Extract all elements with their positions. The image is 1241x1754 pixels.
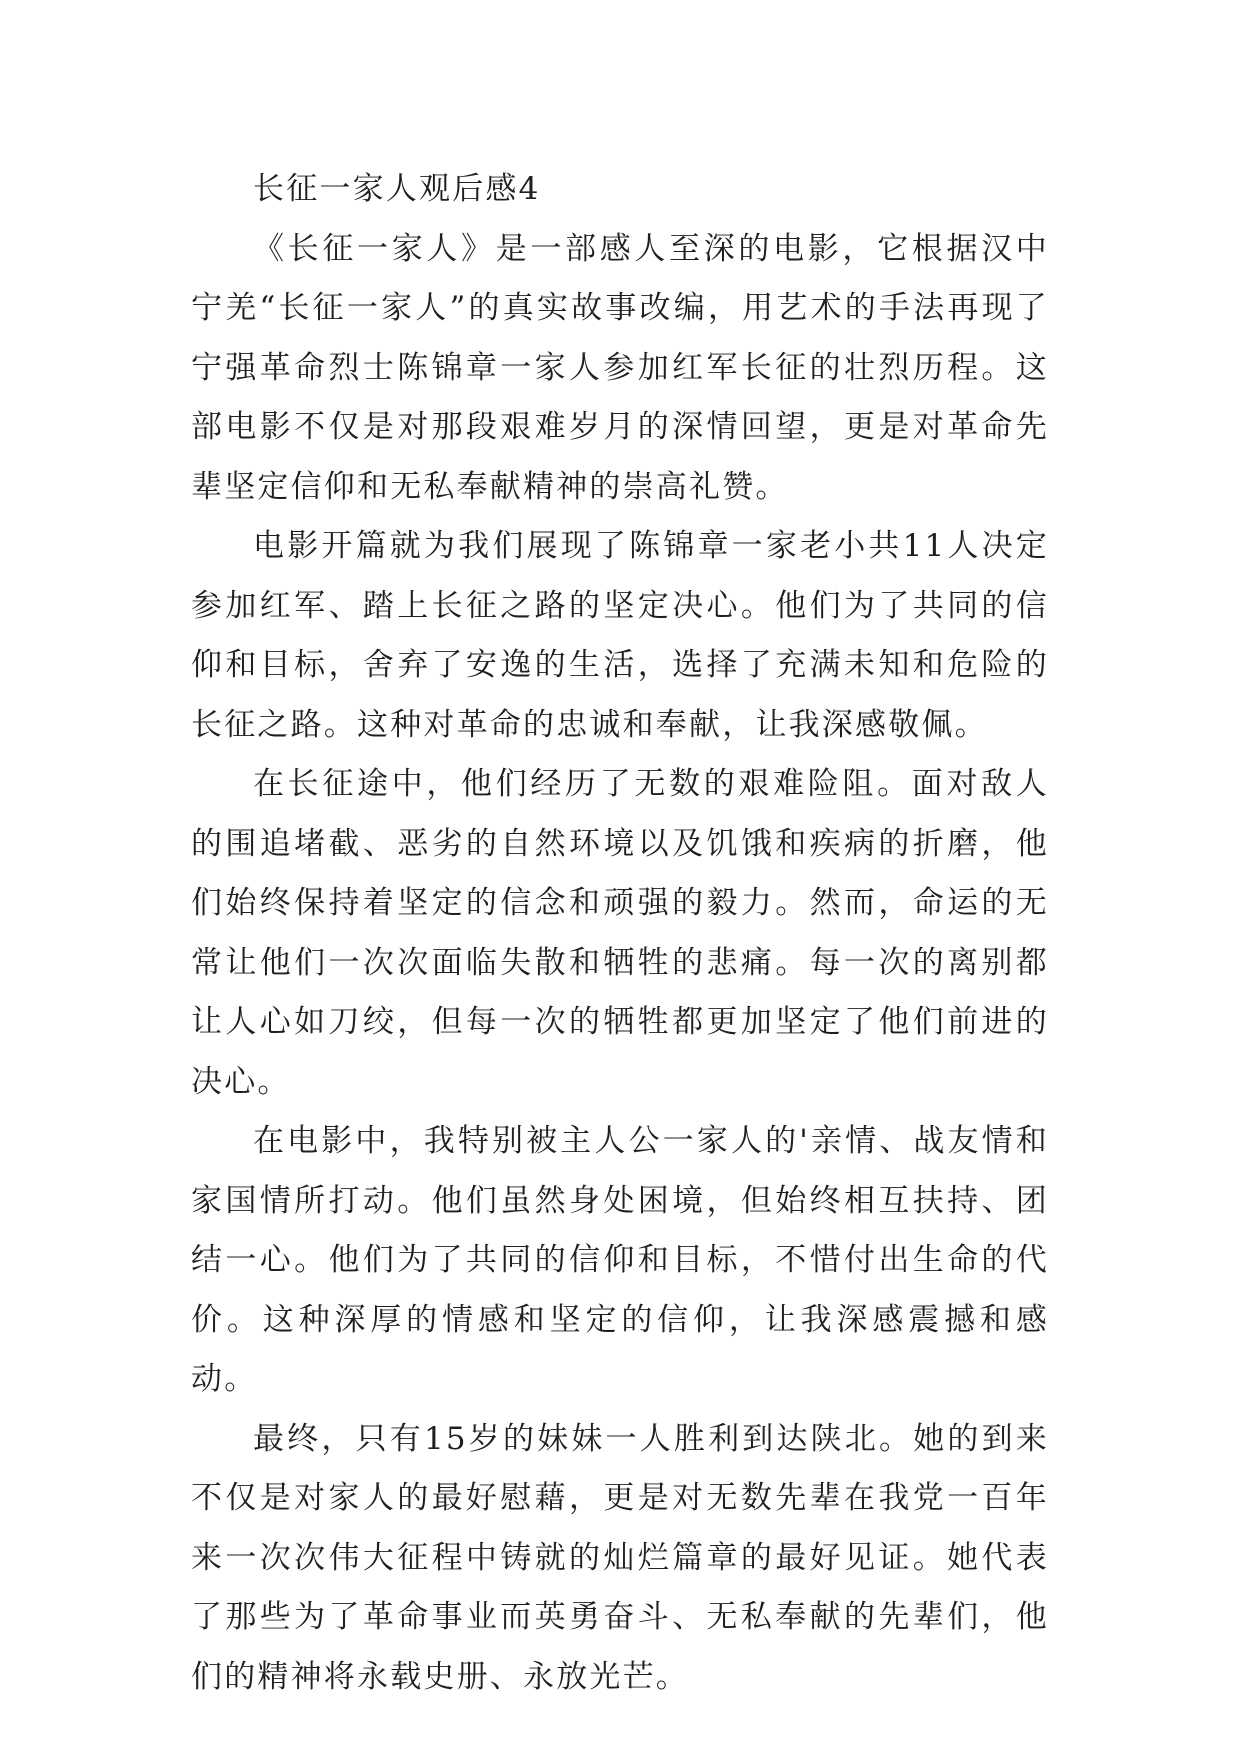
paragraph-5: 最终，只有15岁的妹妹一人胜利到达陕北。她的到来不仅是对家人的最好慰藉，更是对无数先辈在我党一百年来一次次伟大征程中铸就的灿烂篇章的最好见证。她代表了那些为了革命事业而英勇奋斗、无私奉献的先辈们，他们的精神将永载史册、永放光芒。 bbox=[191, 1420, 1049, 1695]
document-title: 长征一家人观后感4 bbox=[253, 171, 541, 207]
paragraph-2: 电影开篇就为我们展现了陈锦章一家老小共11人决定参加红军、踏上长征之路的坚定决心。他们为了共同的信仰和目标，舍弃了安逸的生活，选择了充满未知和危险的长征之路。这种对革命的忠诚和奉献，让我深感敬佩。 bbox=[191, 528, 1049, 743]
paragraph-1: 《长征一家人》是一部感人至深的电影，它根据汉中宁羌“长征一家人”的真实故事改编，用艺术的手法再现了宁强革命烈士陈锦章一家人参加红军长征的壮烈历程。这部电影不仅是对那段艰难岁月的深情回望，更是对革命先辈坚定信仰和无私奉献精神的崇高礼赞。 bbox=[191, 230, 1049, 505]
document-body bbox=[191, 160, 1049, 1707]
paragraph-3: 在长征途中，他们经历了无数的艰难险阻。面对敌人的围追堵截、恶劣的自然环境以及饥饿和疾病的折磨，他们始终保持着坚定的信念和顽强的毅力。然而，命运的无常让他们一次次面临失散和牺牲的悲痛。每一次的离别都让人心如刀绞，但每一次的牺牲都更加坚定了他们前进的决心。 bbox=[191, 766, 1049, 1100]
paragraph-4: 在电影中，我特别被主人公一家人的'亲情、战友情和家国情所打动。他们虽然身处困境，但始终相互扶持、团结一心。他们为了共同的信仰和目标，不惜付出生命的代价。这种深厚的情感和坚定的信仰，让我深感震撼和感动。 bbox=[191, 1123, 1049, 1397]
